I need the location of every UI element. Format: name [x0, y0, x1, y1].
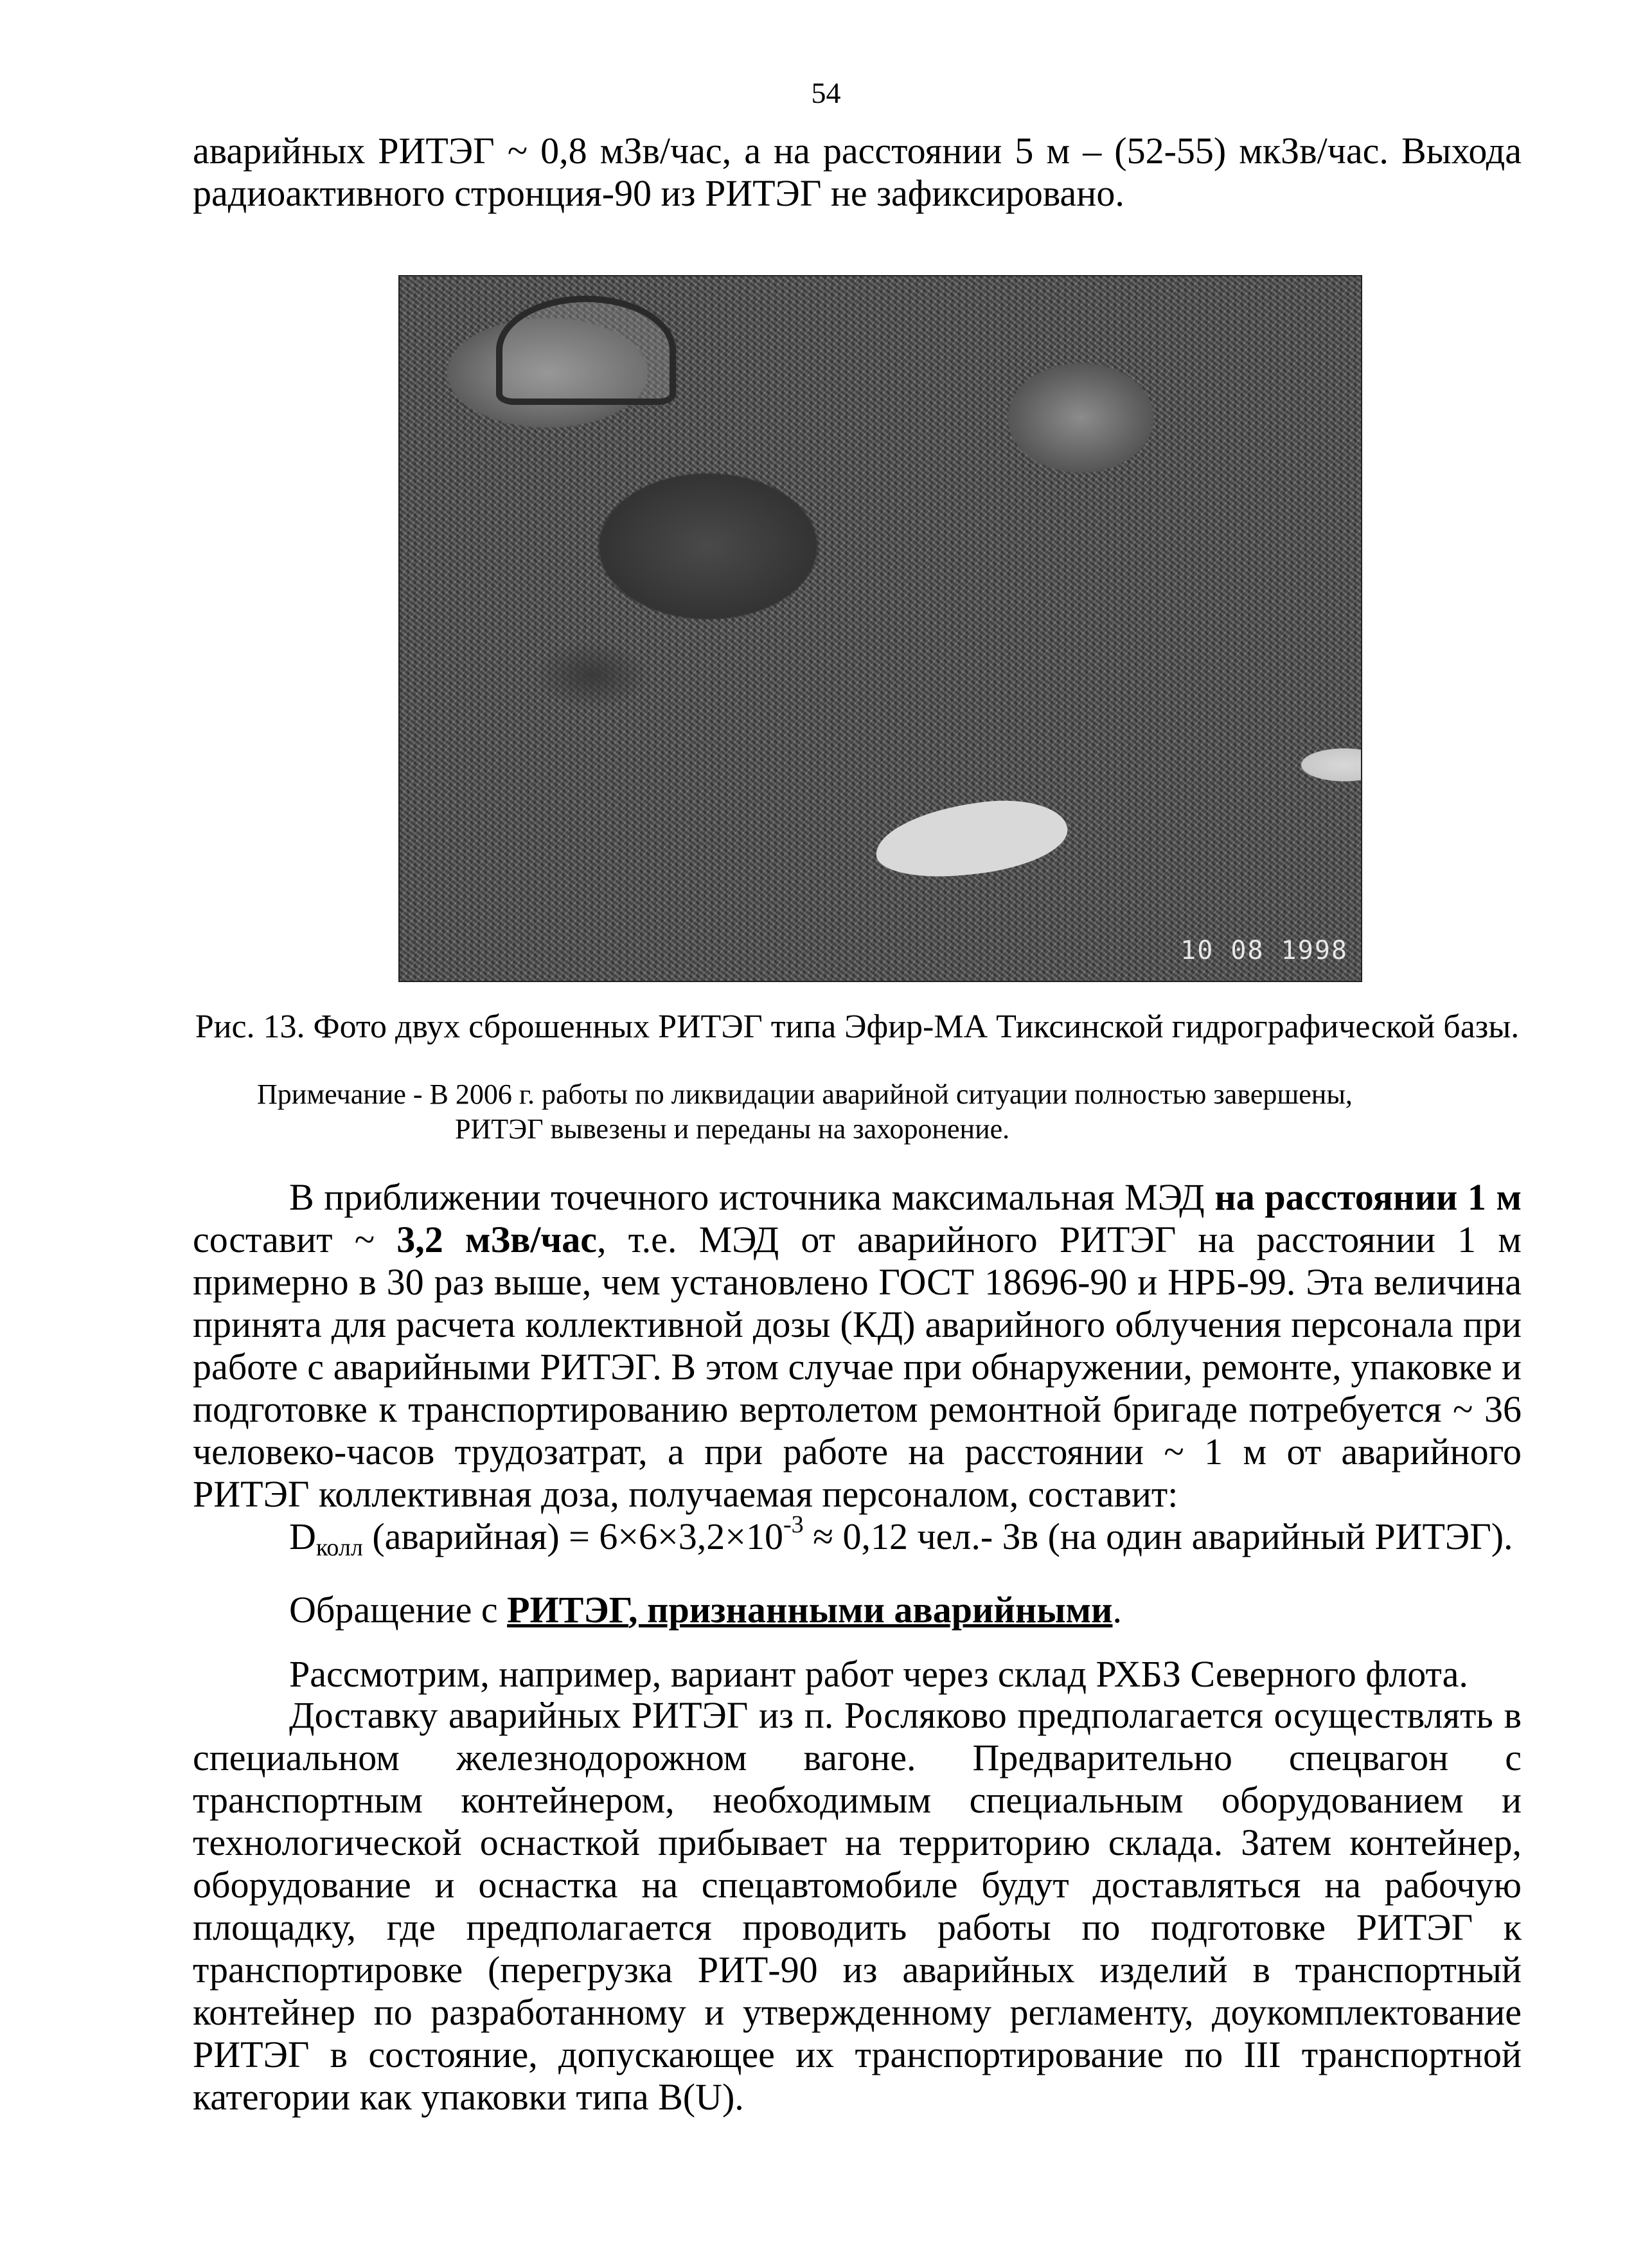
main-paragraph [193, 1176, 1522, 1561]
main-text-bold-dose: 3,2 мЗв/час [396, 1219, 597, 1260]
ritag-photo [398, 275, 1362, 982]
page-number: 54 [811, 76, 841, 109]
delivery-paragraph [193, 1694, 1522, 2118]
consider-paragraph-text: Рассмотрим, например, вариант работ через склад РХБЗ Северного флота. [289, 1653, 1468, 1695]
heading-underlined-emergency: признанными аварийными [647, 1589, 1113, 1631]
formula-symbol: D [289, 1516, 316, 1557]
section-heading [289, 1589, 1122, 1631]
formula-subscript: колл [315, 1534, 363, 1561]
heading-prefix: Обращение с [289, 1589, 508, 1631]
note-line-1: Примечание - В 2006 г. работы по ликвидации аварийной ситуации полностью завершены, [257, 1079, 1353, 1110]
main-text-bold-distance: на расстоянии 1 м [1214, 1176, 1522, 1218]
note-line-2: РИТЭГ вывезены и переданы на захоронение. [455, 1113, 1010, 1145]
delivery-paragraph-text: Доставку аварийных РИТЭГ из п. Росляково предполагается осуществлять в специальном железнодорожном вагоне. Предварительно спецвагон с транспортным контейнером, необходимым специальным оборудованием и технологической оснасткой прибывает на территорию склада. Затем контейнер, оборудование и оснастка на спецавтомобиле будут доставляться на рабочую площадку, где предполагается проводить работы по подготовке РИТЭГ к транспортировке (перегрузка РИТ-90 из аварийных изделий в транспортный контейнер по разработанному и утвержденному регламенту, доукомплектование РИТЭГ в состояние, допускающее их транспортирование по III транспортной категории как упаковки типа B(U). [193, 1694, 1522, 2118]
heading-separator: , [628, 1589, 648, 1631]
figure-caption: Рис. 13. Фото двух сброшенных РИТЭГ типа Эфир-МА Тиксинской гидрографической базы. [195, 1008, 1520, 1045]
top-paragraph-text: аварийных РИТЭГ ~ 0,8 мЗв/час, а на расстоянии 5 м – (52-55) мкЗв/час. Выхода радиоактивного стронция-90 из РИТЭГ не зафиксировано. [193, 130, 1522, 214]
heading-suffix: . [1112, 1589, 1122, 1631]
main-text-part2: составит ~ [193, 1219, 397, 1260]
main-paragraph-text [193, 1176, 1522, 1516]
formula-body: (аварийная) = 6×6×3,2×10 [362, 1516, 783, 1557]
main-text-part1: В приближении точечного источника максимальная МЭД [289, 1176, 1215, 1218]
heading-underlined-ritag: РИТЭГ [507, 1589, 629, 1631]
main-text-part3: , т.е. МЭД от аварийного РИТЭГ на расстоянии 1 м примерно в 30 раз выше, чем установлено ГОСТ 18696-90 и НРБ-99. Эта величина принята для расчета коллективной дозы (КД) аварийного облучения персонала при работе с аварийными РИТЭГ. В этом случае при обнаружении, ремонте, упаковке и подготовке к транспортированию вертолетом ремонтной бригаде потребуется ~ 36 человеко-часов трудозатрат, а при работе на расстоянии ~ 1 м от аварийного РИТЭГ коллективная доза, получаемая персоналом, составит: [193, 1219, 1522, 1515]
photo-date-stamp: 10 08 1998 [1180, 936, 1348, 965]
consider-paragraph [193, 1653, 1522, 1696]
formula-exponent: -3 [783, 1511, 804, 1538]
figure-note [257, 1077, 1353, 1147]
top-paragraph [193, 130, 1522, 215]
dose-formula [193, 1511, 1522, 1561]
formula-result: ≈ 0,12 чел.- Зв (на один аварийный РИТЭГ). [803, 1516, 1513, 1557]
photo-debris-plate [872, 794, 1071, 884]
photo-debris-frame [496, 296, 676, 405]
